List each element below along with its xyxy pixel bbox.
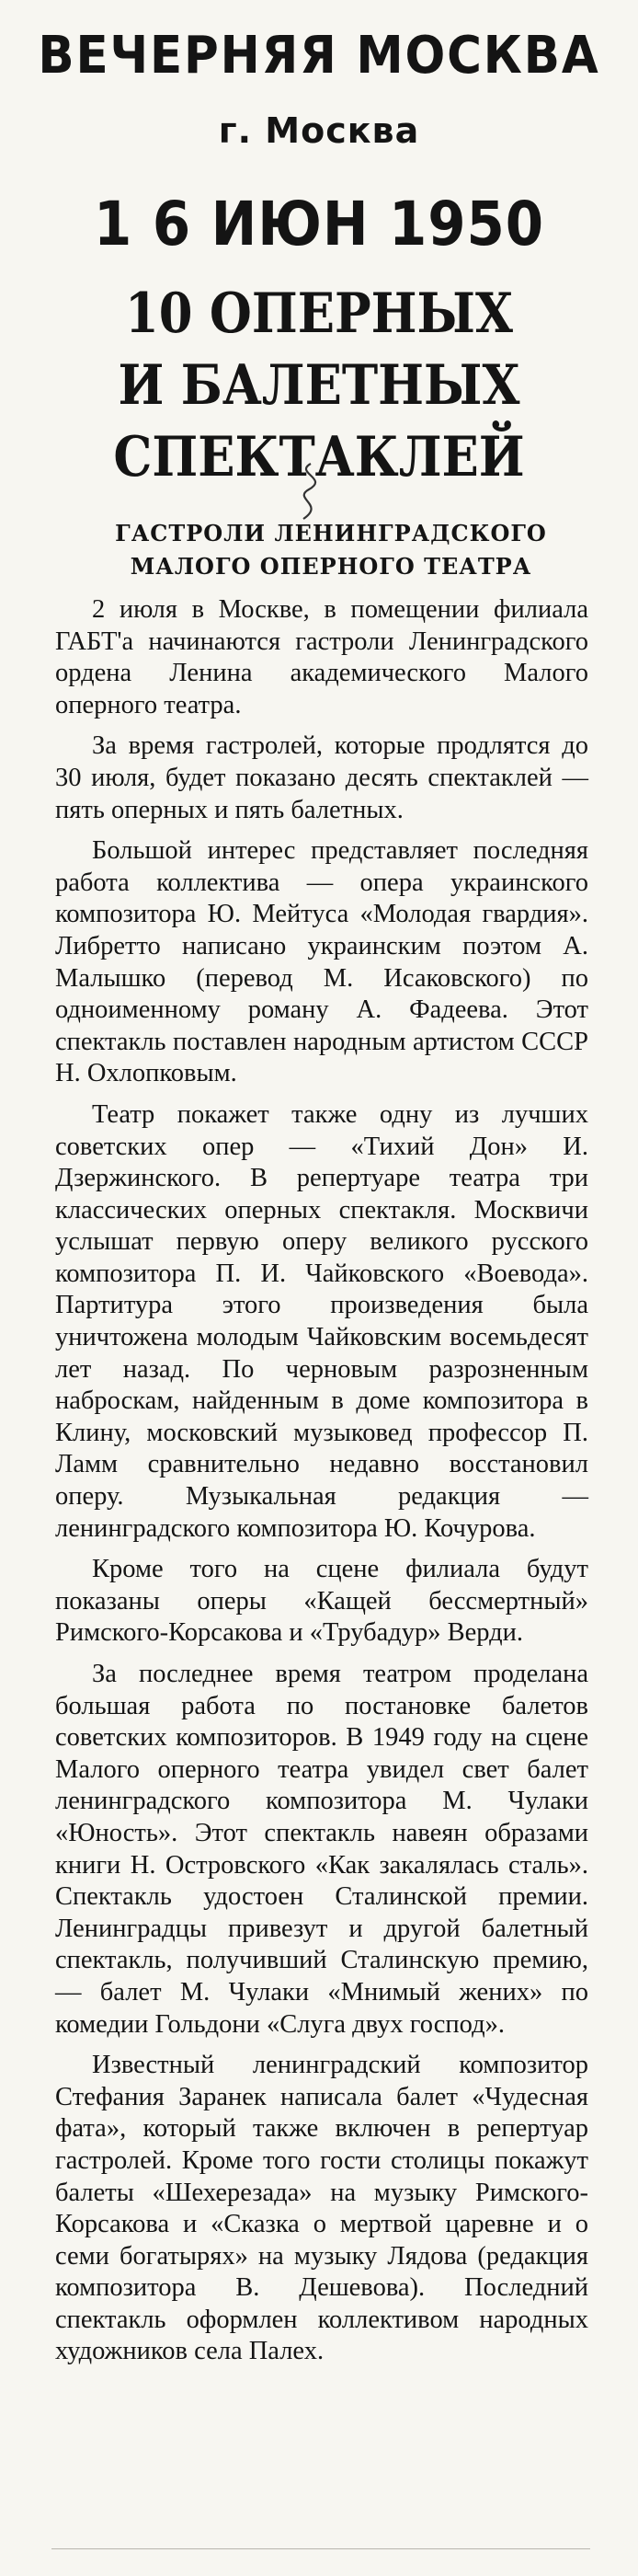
article-paragraph: Кроме того на сцене филиала будут показаны оперы «Кащей бессмертный» Римского-Корсакова и «Трубадур» Верди. <box>55 1555 588 1648</box>
article-paragraph: За время гастролей, которые продлятся до 30 июля, будет показано десять спектаклей — пять оперных и пять балетных. <box>55 731 588 824</box>
newspaper-masthead: ВЕЧЕРНЯЯ МОСКВА <box>38 26 600 86</box>
subhead-line: МАЛОГО ОПЕРНОГО ТЕАТРА <box>130 553 532 580</box>
article-paragraph: 2 июля в Москве, в помещении филиала ГАБТ'а начинаются гастроли Ленинградского ордена Ленина академического Малого оперного театра. <box>55 595 588 719</box>
headline-line: 10 ОПЕРНЫХ <box>125 282 513 346</box>
headline-line: И БАЛЕТНЫХ <box>118 353 520 418</box>
article-paragraph: Большой интерес представляет последняя работа коллектива — опера украинского композитора Ю. Мейтуса «Молодая гвардия». Либретто написано украинским поэтом А. Малышко (перевод М. Исаковского) по одноименному роману А. Фадеева. Этот спектакль поставлен народным артистом СССР Н. Охлопковым. <box>55 836 588 1088</box>
bottom-edge-rule <box>51 2548 590 2549</box>
article-body <box>55 594 588 2377</box>
headline-line: СПЕКТАКЛЕЙ <box>113 425 525 489</box>
subhead-line: ГАСТРОЛИ ЛЕНИНГРАДСКОГО <box>115 520 547 546</box>
date-stamp: 1 6 ИЮН 1950 <box>94 189 544 259</box>
city-stamp: г. Москва <box>218 110 420 151</box>
article-subhead <box>74 517 588 583</box>
article-paragraph: Театр покажет также одну из лучших советских опер — «Тихий Дон» И. Дзержинского. В репертуаре театра три классических оперных спектакля. Москвичи услышат первую оперу великого русского композитора П. И. Чайковского «Воевода». Партитура этого произведения была уничтожена молодым Чайковским восемьдесят лет назад. По черновым разрозненным наброскам, найденным в доме композитора в Клину, московский музыковед профессор П. Ламм сравнительно недавно восстановил оперу. Музыкальная редакция — ленинградского композитора Ю. Кочурова. <box>55 1099 588 1543</box>
article-paragraph: За последнее время театром проделана большая работа по постановке балетов советских композиторов. В 1949 году на сцене Малого оперного театра увидел свет балет ленинградского композитора М. Чулаки «Юность». Этот спектакль навеян образами книги Н. Островского «Как закалялась сталь». Спектакль удостоен Сталинской премии. Ленинградцы привезут и другой балетный спектакль, получивший Сталинскую премию, — балет М. Чулаки «Мнимый жених» по комедии Гольдони «Слуга двух господ». <box>55 1660 588 2039</box>
article-paragraph: Известный ленинградский композитор Стефания Заранек написала балет «Чудесная фата», который также включен в репертуар гастролей. Кроме того гости столицы покажут балеты «Шехерезада» на музыку Римского-Корсакова и «Сказка о мертвой царевне и о семи богатырях» на музыку Лядова (редакция композитора В. Дешевова). Последний спектакль оформлен коллективом народных художников села Палех. <box>55 2051 588 2366</box>
pen-mark-icon <box>276 460 349 524</box>
